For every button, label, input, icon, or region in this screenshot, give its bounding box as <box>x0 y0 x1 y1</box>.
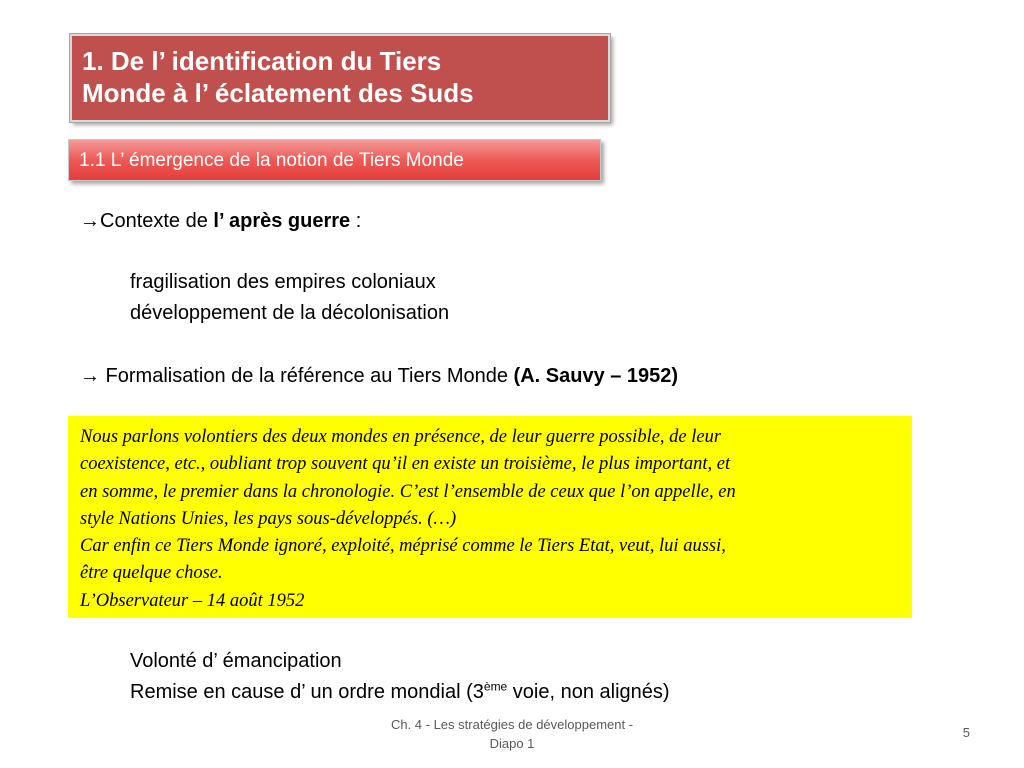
context-bold: l’ après guerre <box>213 210 351 232</box>
page-number: 5 <box>962 725 970 740</box>
formalisation-line <box>80 363 678 389</box>
bullet-decolonisation: développement de la décolonisation <box>130 302 450 324</box>
sauvy-quote <box>68 416 912 618</box>
quote-line: être quelque chose. <box>80 563 223 584</box>
bullet-ordre-mondial <box>130 679 670 705</box>
footer-line-1: Ch. 4 - Les stratégies de développement - <box>390 717 634 732</box>
formalisation-source: (A. Sauvy – 1952) <box>513 365 679 387</box>
ordre-mondial-prefix: Remise en cause d’ un ordre mondial (3 <box>130 681 484 703</box>
bullet-emancipation: Volonté d’ émancipation <box>130 650 342 672</box>
bullet-empires: fragilisation des empires coloniaux <box>130 271 436 293</box>
context-suffix: : <box>350 210 362 232</box>
quote-source: L’Observateur – 14 août 1952 <box>80 590 305 611</box>
quote-line: Car enfin ce Tiers Monde ignoré, exploité, méprisé comme le Tiers Etat, veut, lui aussi, <box>80 536 726 557</box>
quote-line: coexistence, etc., oubliant trop souvent qu’il en existe un troisième, le plus important, et <box>80 454 731 475</box>
slide-title <box>70 34 610 122</box>
right-arrow-icon: → <box>80 365 100 387</box>
context-line <box>80 208 361 234</box>
formalisation-text: Formalisation de la référence au Tiers Monde <box>100 365 514 387</box>
superscript-eme: ème <box>483 679 508 694</box>
context-prefix: Contexte de <box>100 210 214 232</box>
quote-line: style Nations Unies, les pays sous-développés. (…) <box>80 508 457 529</box>
footer-line-2: Diapo 1 <box>489 736 535 751</box>
quote-line: Nous parlons volontiers des deux mondes en présence, de leur guerre possible, de leur <box>80 427 722 447</box>
section-subtitle: 1.1 L’ émergence de la notion de Tiers Monde <box>68 139 601 181</box>
quote-line: en somme, le premier dans la chronologie. C’est l’ensemble de ceux que l’on appelle, en <box>80 481 736 502</box>
title-line-1: 1. De l’ identification du Tiers <box>82 46 442 76</box>
right-arrow-icon: → <box>80 210 100 232</box>
slide-footer <box>362 715 662 753</box>
ordre-mondial-suffix: voie, non alignés) <box>507 681 670 703</box>
title-line-2: Monde à l’ éclatement des Suds <box>82 78 474 108</box>
